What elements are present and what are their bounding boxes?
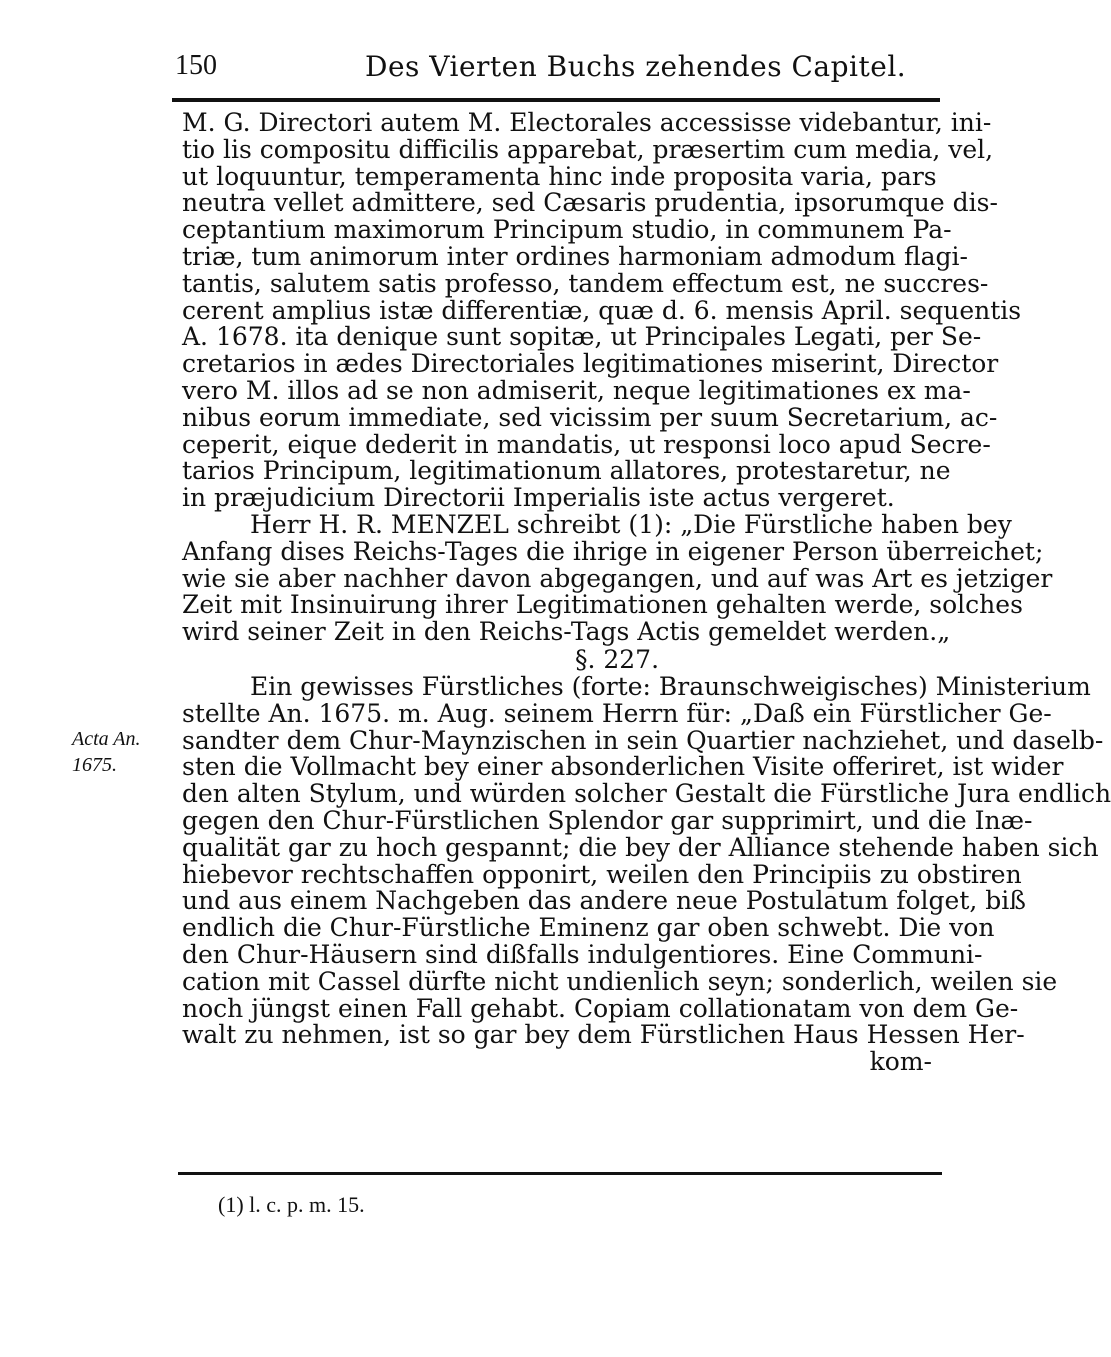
text-line: in præjudicium Directorii Imperialis iste actus vergeret. <box>182 483 895 513</box>
text-line: qualität gar zu hoch gespannt; die bey der Alliance stehende haben sich <box>182 832 1099 862</box>
footnote: (1) l. c. p. m. 15. <box>218 1192 365 1217</box>
marginal-note <box>72 726 141 778</box>
text-line: wie sie aber nachher davon abgegangen, und auf was Art es jetziger <box>182 563 1053 593</box>
text-line: ceptantium maximorum Principum studio, in communem Pa- <box>182 215 952 245</box>
german-paragraph <box>182 671 1111 1077</box>
text-line: noch jüngst einen Fall gehabt. Copiam collationatam von dem Ge- <box>182 993 1019 1023</box>
section-number: §. 227. <box>574 644 660 674</box>
menzel-paragraph <box>182 509 1053 647</box>
text-line: M. G. Directori autem M. Electorales accessisse videbantur, ini- <box>182 108 992 137</box>
text-line: triæ, tum animorum inter ordines harmoniam admodum flagi- <box>182 241 968 271</box>
text-line: den alten Stylum, und würden solcher Gestalt die Fürstliche Jura endlich <box>182 779 1111 809</box>
text-line: Herr H. R. MENZEL schreibt (1): „Die Fürstliche haben bey <box>250 509 1012 539</box>
text-line: ut loquuntur, temperamenta hinc inde proposita varia, pars <box>182 161 937 191</box>
text-line: walt zu nehmen, ist so gar bey dem Fürstlichen Haus Hessen Her- <box>182 1020 1025 1050</box>
text-line: Zeit mit Insinuirung ihrer Legitimationen gehalten werde, solches <box>182 590 1023 620</box>
text-line: tarios Principum, legitimationum allatores, protestaretur, ne <box>182 456 951 486</box>
text-line: Ein gewisses Fürstliches (forte: Braunschweigisches) Ministerium <box>250 671 1091 701</box>
text-line: ceperit, eique dederit in mandatis, ut responsi loco apud Secre- <box>182 429 991 459</box>
text-line: vero M. illos ad se non admiserit, neque legitimationes ex ma- <box>182 375 971 405</box>
text-line: cretarios in ædes Directoriales legitimationes miserint, Director <box>182 349 999 379</box>
text-line: Anfang dises Reichs-Tages die ihrige in eigener Person überreichet; <box>182 536 1044 566</box>
text-line: wird seiner Zeit in den Reichs-Tags Actis gemeldet werden.„ <box>182 617 951 647</box>
footnote-rule <box>178 1172 942 1175</box>
text-line: endlich die Chur-Fürstliche Eminenz gar oben schwebt. Die von <box>182 913 995 943</box>
marginal-note-line: 1675. <box>72 754 117 776</box>
text-line: tio lis compositu difficilis apparebat, præsertim cum media, vel, <box>182 134 994 164</box>
page-header <box>175 48 935 88</box>
text-line: und aus einem Nachgeben das andere neue Postulatum folget, biß <box>182 886 1026 916</box>
catchword: kom- <box>869 1047 932 1077</box>
header-rule <box>172 98 940 102</box>
text-line: nibus eorum immediate, sed vicissim per suum Secretarium, ac- <box>182 402 998 432</box>
text-line: sandter dem Chur-Maynzischen in sein Quartier nachziehet, und daselb- <box>182 725 1104 755</box>
body-text <box>182 108 1111 1077</box>
text-line: sten die Vollmacht bey einer absonderlichen Visite offeriret, ist wider <box>182 752 1064 782</box>
text-line: stellte An. 1675. m. Aug. seinem Herrn für: „Daß ein Fürstlicher Ge- <box>182 698 1052 728</box>
latin-paragraph <box>182 108 1022 513</box>
text-line: cation mit Cassel dürfte nicht undienlich seyn; sonderlich, weilen sie <box>182 966 1058 996</box>
running-title: Des Vierten Buchs zehendes Capitel. <box>365 50 907 83</box>
text-line: cerent amplius istæ differentiæ, quæ d. 6. mensis April. sequentis <box>182 295 1022 325</box>
marginal-note-line: Acta An. <box>72 728 141 750</box>
page-number: 150 <box>175 50 217 81</box>
text-line: den Chur-Häusern sind dißfalls indulgentiores. Eine Communi- <box>182 939 983 969</box>
text-line: A. 1678. ita denique sunt sopitæ, ut Principales Legati, per Se- <box>182 322 982 352</box>
text-line: neutra vellet admittere, sed Cæsaris prudentia, ipsorumque dis- <box>182 188 998 218</box>
text-line: gegen den Chur-Fürstlichen Splendor gar supprimirt, und die Inæ- <box>182 805 1033 835</box>
text-line: hiebevor rechtschaffen opponirt, weilen den Principiis zu obstiren <box>182 859 1022 889</box>
text-line: tantis, salutem satis professo, tandem effectum est, ne succres- <box>182 268 989 298</box>
